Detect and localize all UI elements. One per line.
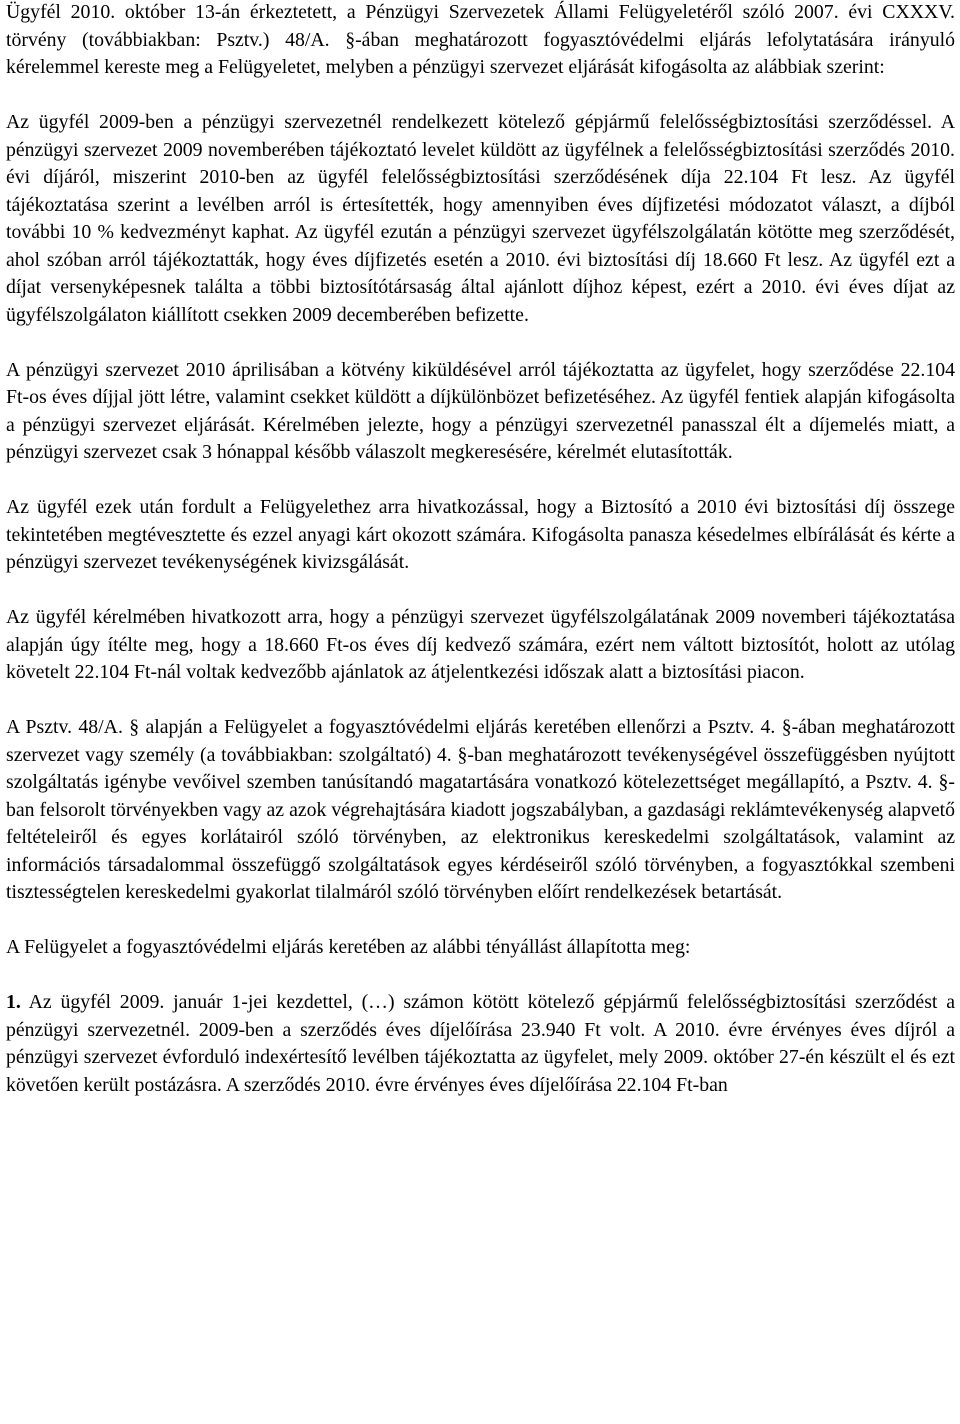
paragraph-request: Az ügyfél ezek után fordult a Felügyelethez arra hivatkozással, hogy a Biztosító a 2010 évi biztosítási díj összege tekintetében megtévesztette és ezzel anyagi kárt okozott számára. Kifogásolta panasza késedelmes elbírálását és kérte a pénzügyi szervezet tevékenységének kivizsgálását.: [6, 496, 955, 573]
paragraph-findings-intro: A Felügyelet a fogyasztóvédelmi eljárás keretében az alábbi tényállást állapította meg:: [6, 936, 691, 958]
paragraph-intro: Ügyfél 2010. október 13-án érkeztetett, a Pénzügyi Szervezetek Állami Felügyeletéről szóló 2007. évi CXXXV. törvény (továbbiakban: Psztv.) 48/A. §-ában meghatározott fogyasztóvédelmi eljárás lefolytatására irányuló kérelemmel kereste meg a Felügyeletet, melyben a pénzügyi szervezet eljárását kifogásolta az alábbiak szerint:: [6, 1, 955, 78]
paragraph-legal-basis: A Psztv. 48/A. § alapján a Felügyelet a fogyasztóvédelmi eljárás keretében ellenőrzi a Psztv. 4. §-ában meghatározott szervezet vagy személy (a továbbiakban: szolgáltató) 4. §-ban meghatározott tevékenységével összefüggésben nyújtott szolgáltatás igénybe vevőivel szemben tanúsítandó magatartására vonatkozó kötelezettséget megállapító, a Psztv. 4. §-ban felsorolt törvényekben vagy az azok végrehajtására kiadott jogszabályban, a gazdasági reklámtevékenység alapvető feltételeiről és egyes korlátairól szóló törvényben, az elektronikus kereskedelmi szolgáltatások, valamint az információs társadalommal összefüggő szolgáltatások egyes kérdéseiről szóló törvényben, a fogyasztókkal szembeni tisztességtelen kereskedelmi gyakorlat tilalmáról szóló törvényben előírt rendelkezések betartását.: [6, 716, 955, 903]
finding-number: 1.: [6, 991, 21, 1013]
finding-text: Az ügyfél 2009. január 1-jei kezdettel, (…) számon kötött kötelező gépjármű felelősségbiztosítási szerződést a pénzügyi szervezetnél. 2009-ben a szerződés éves díjelőírása 23.940 Ft volt. A 2010. évre érvényes éves díjról a pénzügyi szervezet évforduló indexértesítő levélben tájékoztatta az ügyfelet, mely 2009. október 27-én készült el és ezt követően került postázásra. A szerződés 2010. évre érvényes éves díjelőírása 22.104 Ft-ban: [6, 991, 956, 1096]
finding-item-1: [6, 989, 955, 1099]
paragraph-argument: Az ügyfél kérelmében hivatkozott arra, hogy a pénzügyi szervezet ügyfélszolgálatának 2009 novemberi tájékoztatása alapján úgy ítélte meg, hogy a 18.660 Ft-os éves díj kedvező számára, ezért nem váltott biztosítót, holott az utólag követelt 22.104 Ft-nál voltak kedvezőbb ajánlatok az átjelentkezési időszak alatt a biztosítási piacon.: [6, 606, 955, 683]
paragraph-background: Az ügyfél 2009-ben a pénzügyi szervezetnél rendelkezett kötelező gépjármű felelősségbiztosítási szerződéssel. A pénzügyi szervezet 2009 novemberében tájékoztató levelet küldött az ügyfélnek a felelősségbiztosítási szerződés 2010. évi díjáról, miszerint 2010-ben az ügyfél felelősségbiztosítási szerződésének díja 22.104 Ft lesz. Az ügyfél tájékoztatása szerint a levélben arról is értesítették, hogy amennyiben éves díjfizetési módozatot választ, a díjból további 10 % kedvezményt kaphat. Az ügyfél ezután a pénzügyi szervezet ügyfélszolgálatán kötötte meg szerződését, ahol szóban arról tájékoztatták, hogy éves díjfizetés esetén a 2010. évi biztosítási díj 18.660 Ft lesz. Az ügyfél ezt a díjat versenyképesnek találta a többi biztosítótársaság által ajánlott díjhoz képest, ezért a 2010. évi éves díjat az ügyfélszolgálaton kiállított csekken 2009 decemberében befizette.: [6, 111, 955, 326]
document-page: [6, 0, 955, 1127]
paragraph-complaint: A pénzügyi szervezet 2010 áprilisában a kötvény kiküldésével arról tájékoztatta az ügyfelet, hogy szerződése 22.104 Ft-os éves díjjal jött létre, valamint csekket küldött a díjkülönbözet befizetéséhez. Az ügyfél fentiek alapján kifogásolta a pénzügyi szervezet eljárását. Kérelmében jelezte, hogy a pénzügyi szervezetnél panasszal élt a díjemelés miatt, a pénzügyi szervezet csak 3 hónappal később válaszolt megkeresésére, kérelmét elutasították.: [6, 358, 955, 463]
